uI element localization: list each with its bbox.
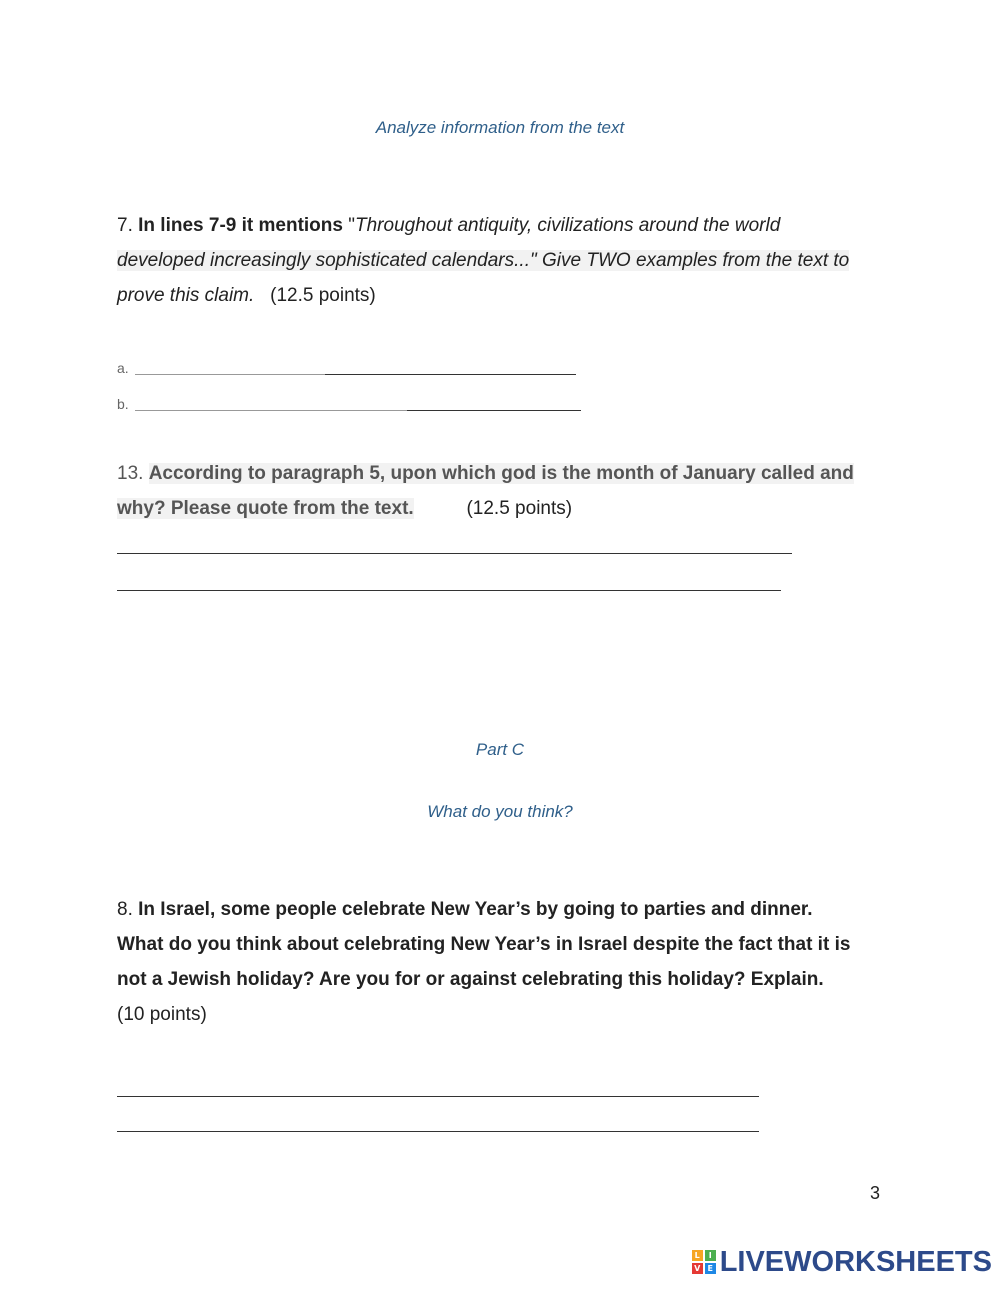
question-8-text-1: In Israel, some people celebrate New Year’s by going to parties and dinner. [138, 899, 813, 920]
question-number: 13. [117, 463, 144, 484]
question-8-line-3 [117, 962, 892, 997]
page-number: 3 [869, 1183, 880, 1203]
question-13-points: (12.5 points) [466, 498, 573, 519]
question-13-text-2: why? Please quote from the text. [117, 498, 414, 519]
answer-8-line-2[interactable] [117, 1131, 759, 1132]
question-13-line-1 [117, 456, 892, 491]
answer-b-label: b. [117, 396, 129, 412]
quote-line-2: developed increasingly sophisticated calendars..." Give TWO examples from the text to [117, 250, 850, 271]
question-13 [117, 456, 892, 526]
answer-8-line-1[interactable] [117, 1096, 759, 1097]
part-c-subtitle: What do you think? [427, 802, 573, 821]
question-7-lead: In lines 7-9 it mentions [138, 215, 343, 236]
question-7-points: (12.5 points) [270, 285, 376, 306]
question-7 [117, 208, 892, 313]
logo-block-v: V [692, 1263, 703, 1274]
answer-a-line-light [135, 374, 325, 375]
part-c-title: Part C [475, 740, 525, 759]
question-number: 7. [117, 215, 133, 236]
question-8 [117, 892, 892, 1032]
logo-block-l: L [692, 1250, 703, 1261]
question-7-line-1 [117, 208, 892, 243]
quote-line-3: prove this claim. [117, 285, 255, 306]
question-13-text-1: According to paragraph 5, upon which god is the month of January called and [148, 463, 854, 484]
question-8-text-2: What do you think about celebrating New Year’s in Israel despite the fact that it is [117, 934, 851, 955]
logo-block-e: E [705, 1263, 716, 1274]
answer-b-line-light [135, 410, 407, 411]
quote-line-1: Throughout antiquity, civilizations around the world [355, 215, 781, 236]
question-7-line-2 [117, 243, 892, 278]
answer-a-label: a. [117, 360, 129, 376]
quote-mark: " [348, 215, 355, 236]
question-number: 8. [117, 899, 133, 920]
answer-13-line-1[interactable] [117, 553, 792, 554]
liveworksheets-logo [692, 1247, 992, 1277]
question-13-line-2 [117, 491, 892, 526]
question-7-line-3 [117, 278, 892, 313]
answer-b-field[interactable] [407, 410, 581, 411]
logo-block-i: I [705, 1250, 716, 1261]
section-heading: Analyze information from the text [375, 118, 625, 137]
logo-blocks-icon [692, 1250, 716, 1274]
question-8-line-1 [117, 892, 892, 927]
question-8-text-3: not a Jewish holiday? Are you for or against celebrating this holiday? Explain. [117, 969, 824, 990]
answer-a-field[interactable] [325, 374, 576, 375]
answer-13-line-2[interactable] [117, 590, 781, 591]
question-8-points: (10 points) [117, 1004, 207, 1025]
question-8-line-2 [117, 927, 892, 962]
logo-text: LIVEWORKSHEETS [719, 1245, 992, 1278]
